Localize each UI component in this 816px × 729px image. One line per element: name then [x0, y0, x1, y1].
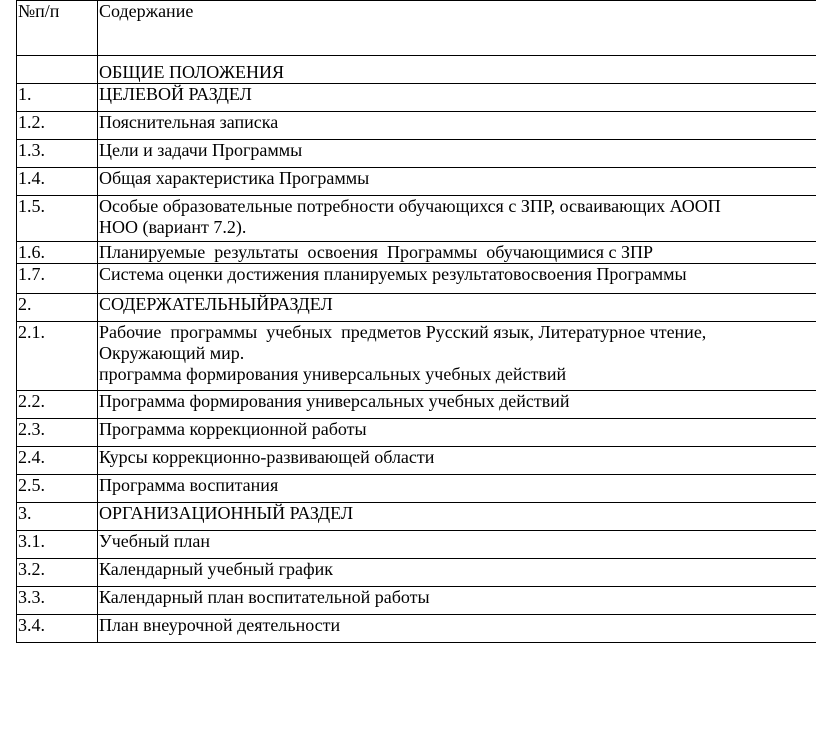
table-row: [17, 242, 816, 264]
row-num: 1.7.: [17, 264, 98, 294]
table-row: [17, 559, 816, 587]
table-row: [17, 168, 816, 196]
table-row: [17, 615, 816, 643]
row-num: 1.2.: [17, 112, 98, 140]
row-num: 1.6.: [17, 242, 98, 264]
row-text-line: Программа коррекционной работы: [99, 419, 367, 439]
row-text: [98, 559, 816, 587]
table-of-contents: [16, 0, 816, 643]
row-text-line: Календарный план воспитательной работы: [99, 587, 430, 607]
row-text-line: Особые образовательные потребности обучающихся с ЗПР, осваивающих АООП: [99, 196, 721, 216]
row-text-line: План внеурочной деятельности: [99, 615, 341, 635]
section-heading: [98, 56, 816, 84]
row-text-line: ОБЩИЕ ПОЛОЖЕНИЯ: [99, 62, 284, 82]
table-row: [17, 531, 816, 559]
row-text: [98, 196, 816, 242]
row-text-line: Курсы коррекционно-развивающей области: [99, 447, 435, 467]
section-heading: [98, 84, 816, 112]
row-text-line: Цели и задачи Программы: [99, 140, 303, 160]
row-num: 2.2.: [17, 391, 98, 419]
row-num: 3.4.: [17, 615, 98, 643]
table-row: [17, 391, 816, 419]
section-heading: [98, 503, 816, 531]
row-text-line: Система оценки достижения планируемых результатовосвоения Программы: [99, 264, 687, 284]
row-num: 2.1.: [17, 322, 98, 391]
row-num: 1.4.: [17, 168, 98, 196]
table-row: [17, 587, 816, 615]
row-text-line: Календарный учебный график: [99, 559, 333, 579]
row-num: 1.3.: [17, 140, 98, 168]
table-row: [17, 503, 816, 531]
row-num: 3.: [17, 503, 98, 531]
row-text-line: ЦЕЛЕВОЙ РАЗДЕЛ: [99, 84, 252, 104]
row-text-line: Программа воспитания: [99, 475, 279, 495]
row-num: 3.3.: [17, 587, 98, 615]
row-num: 2.3.: [17, 419, 98, 447]
table-row: [17, 322, 816, 391]
row-text: [98, 419, 816, 447]
row-text-line: Пояснительная записка: [99, 112, 279, 132]
section-heading: [98, 294, 816, 322]
table-row: [17, 196, 816, 242]
row-num: 3.2.: [17, 559, 98, 587]
row-text: [98, 140, 816, 168]
row-text: [98, 587, 816, 615]
table-row: [17, 56, 816, 84]
row-text: [98, 112, 816, 140]
table-row: [17, 419, 816, 447]
table-row: [17, 84, 816, 112]
table-row: [17, 112, 816, 140]
table-row: [17, 140, 816, 168]
row-text: [98, 242, 816, 264]
row-num: 2.5.: [17, 475, 98, 503]
row-text-line: НОО (вариант 7.2).: [99, 217, 247, 237]
header-num: №п/п: [17, 1, 98, 56]
table-row: [17, 294, 816, 322]
row-num: [17, 56, 98, 84]
row-text-line: программа формирования универсальных учебных действий: [99, 364, 567, 384]
table-row: [17, 475, 816, 503]
row-text: [98, 475, 816, 503]
row-text: [98, 322, 816, 391]
row-num: 3.1.: [17, 531, 98, 559]
table-row: [17, 447, 816, 475]
row-text-line: ОРГАНИЗАЦИОННЫЙ РАЗДЕЛ: [99, 503, 354, 523]
row-text-line: СОДЕРЖАТЕЛЬНЫЙРАЗДЕЛ: [99, 294, 333, 314]
row-text-line: Общая характеристика Программы: [99, 168, 370, 188]
row-text: [98, 168, 816, 196]
row-text: [98, 447, 816, 475]
row-num: 2.4.: [17, 447, 98, 475]
row-num: 2.: [17, 294, 98, 322]
row-text-line: Окружающий мир.: [99, 343, 245, 363]
row-text: [98, 531, 816, 559]
row-text: [98, 615, 816, 643]
row-text-line: Учебный план: [99, 531, 211, 551]
row-num: 1.5.: [17, 196, 98, 242]
row-text-line: Планируемые результаты освоения Программы обучающимися с ЗПР: [99, 242, 654, 262]
row-text-line: Рабочие программы учебных предметов Русский язык, Литературное чтение,: [99, 322, 707, 342]
row-text: [98, 391, 816, 419]
table-row: [17, 264, 816, 294]
row-text: [98, 264, 816, 294]
row-text-line: Программа формирования универсальных учебных действий: [99, 391, 570, 411]
row-num: 1.: [17, 84, 98, 112]
header-content: Содержание: [98, 1, 816, 56]
